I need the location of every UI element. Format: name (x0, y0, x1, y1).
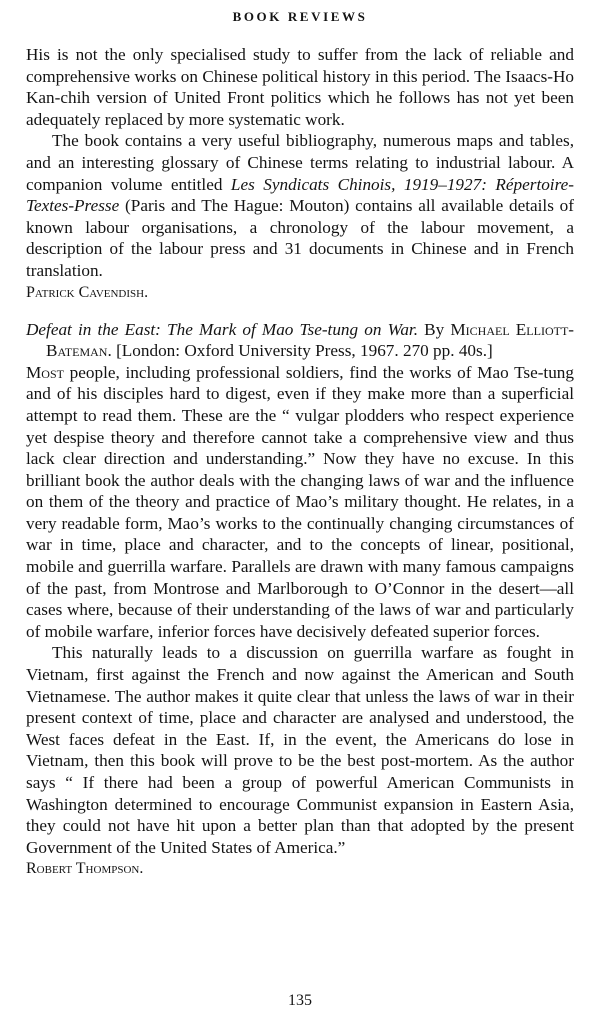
review2-paragraph-1-text: people, including professional soldiers, find the works of Mao Tse-tung and of his disciples hard to digest, even if they make more than a superficial attempt to read them. These are the “ vulgar plodders who respect experience yet despise theory and therefore cannot take a comprehensive view and thus lack clear direction and understanding.” Now they have no excuse. In this brilliant book the author deals with the changing laws of war and the influence on them of the theory and practice of Mao’s military thought. He relates, in a very readable form, Mao’s works to the continually changing circumstances of war in time, place and character, and to the concepts of linear, positional, mobile and guerrilla warfare. Parallels are drawn with many famous campaigns of the past, from Montrose and Marlborough to O’Connor in the desert—all cases where, because of their understanding of the laws of war and particularly of mobile warfare, inferior forces have decisively defeated superior forces. (26, 362, 574, 641)
review2-paragraph-2: This naturally leads to a discussion on guerrilla warfare as fought in Vietnam, first against the French and now against the American and South Vietnamese. The author makes it quite clear that unless the laws of war in their present context of time, place and character are analysed and understood, the West faces defeat in the East. If, in the event, the Americans do lose in Vietnam, then this book will prove to be the best post-mortem. As the author says “ If there had been a group of powerful American Communists in Washington determined to encourage Communist expansion in Eastern Asia, they could not have hit upon a better plan than that adopted by the present Government of the United States of America.” (26, 643, 574, 857)
page-number: 135 (288, 992, 312, 1009)
review2-heading (26, 319, 574, 362)
review1-paragraph-1: His is not the only specialised study to suffer from the lack of reliable and comprehensive works on Chinese political history in this period. The Isaacs-Ho Kan-chih version of United Front politics which he follows has not yet been adequately replaced by more systematic work. (26, 45, 574, 129)
review2-book-title: Defeat in the East: The Mark of Mao Tse-tung on War. (26, 319, 418, 339)
review1-paragraph-2-end: (Paris and The Hague: Mouton) contains all available details of known labour organisations, a chronology of the labour movement, a description of the labour press and 31 documents in Chinese and in French translation. (26, 196, 574, 280)
reviewer-signature-1: Patrick Cavendish. (26, 283, 149, 301)
review2-first-word: Most (26, 362, 64, 382)
review1-paragraph-2-start: The book contains a very useful bibliography, numerous maps and tables, and an interesting glossary of Chinese terms relating to industrial labour. A companion volume entitled (26, 131, 574, 194)
review2-publication: [London: Oxford University Press, 1967. 270 pp. 40s.] (116, 341, 493, 361)
companion-volume-title: Les Syndicats Chinois, 1919–1927: Répertoire-Textes-Presse (26, 174, 574, 216)
running-head: BOOK REVIEWS (232, 9, 368, 24)
review1-paragraph-2 (26, 130, 574, 281)
reviewer-signature-2: Robert Thompson. (26, 860, 144, 878)
review2-author: Michael Elliott-Bateman. (46, 319, 575, 361)
page-content (26, 44, 574, 880)
review2-by: By (424, 319, 445, 339)
review2-paragraph-1 (26, 362, 574, 643)
